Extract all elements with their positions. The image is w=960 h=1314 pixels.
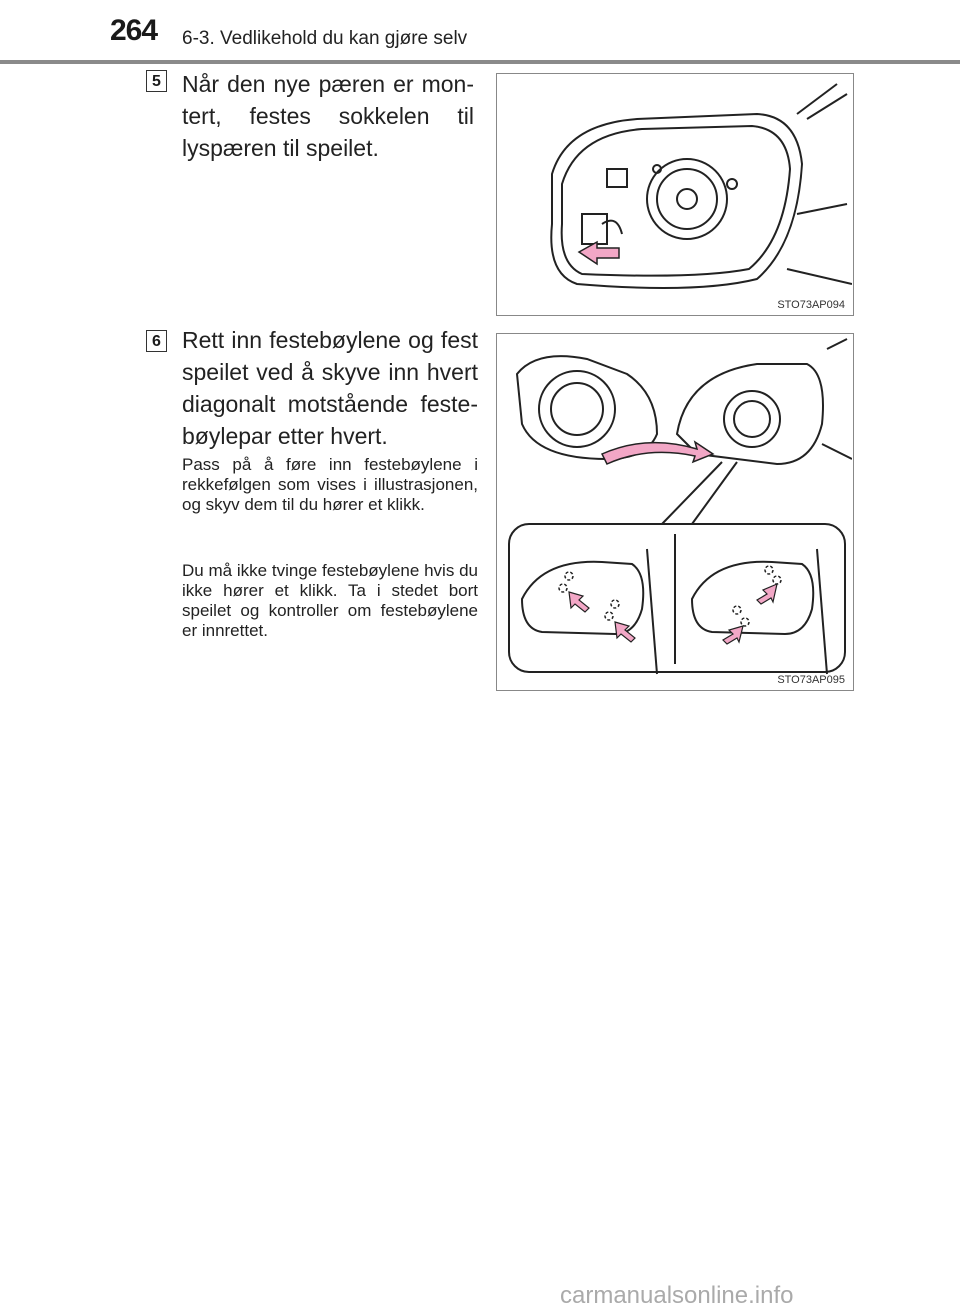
step-6-badge: 6	[146, 330, 167, 352]
figure-code: STO73AP094	[777, 299, 845, 311]
page-number: 264	[110, 14, 158, 47]
figure-mirror-socket	[496, 73, 854, 316]
watermark: carmanualsonline.info	[560, 1282, 794, 1309]
header-rule	[0, 60, 960, 64]
mirror-fit-illustration	[497, 334, 852, 689]
step-5-text: Når den nye pæren er montert, festes sokkelen til lyspæren til speilet.	[182, 71, 474, 161]
note-paragraph: Pass på å føre inn festebøylene i rekkefølgen som vises i illustrasjonen, og skyv dem til du hører et klikk.	[182, 455, 478, 514]
section-title: 6-3. Vedlikehold du kan gjøre selv	[182, 28, 468, 49]
figure-mirror-fit	[496, 333, 854, 691]
push-arrow-icon	[615, 622, 635, 642]
step-6-text: Rett inn festebøylene og fest speilet ved å skyve inn hvert diagonalt motstående festebøylepar etter hvert.	[182, 327, 478, 449]
figure-code: STO73AP095	[777, 674, 845, 686]
mirror-socket-illustration	[497, 74, 852, 314]
push-arrow-icon	[757, 584, 777, 604]
insert-arrow-icon	[579, 242, 619, 264]
push-arrow-icon	[723, 626, 743, 644]
note-paragraph: Du må ikke tvinge festebøylene hvis du ikke hører et klikk. Ta i stedet bort speilet og kontroller om festebøylene er innrettet.	[182, 561, 478, 640]
page-header	[0, 0, 960, 60]
push-arrow-icon	[569, 592, 589, 612]
slide-arrow-icon	[602, 442, 713, 464]
step-5-badge: 5	[146, 70, 167, 92]
